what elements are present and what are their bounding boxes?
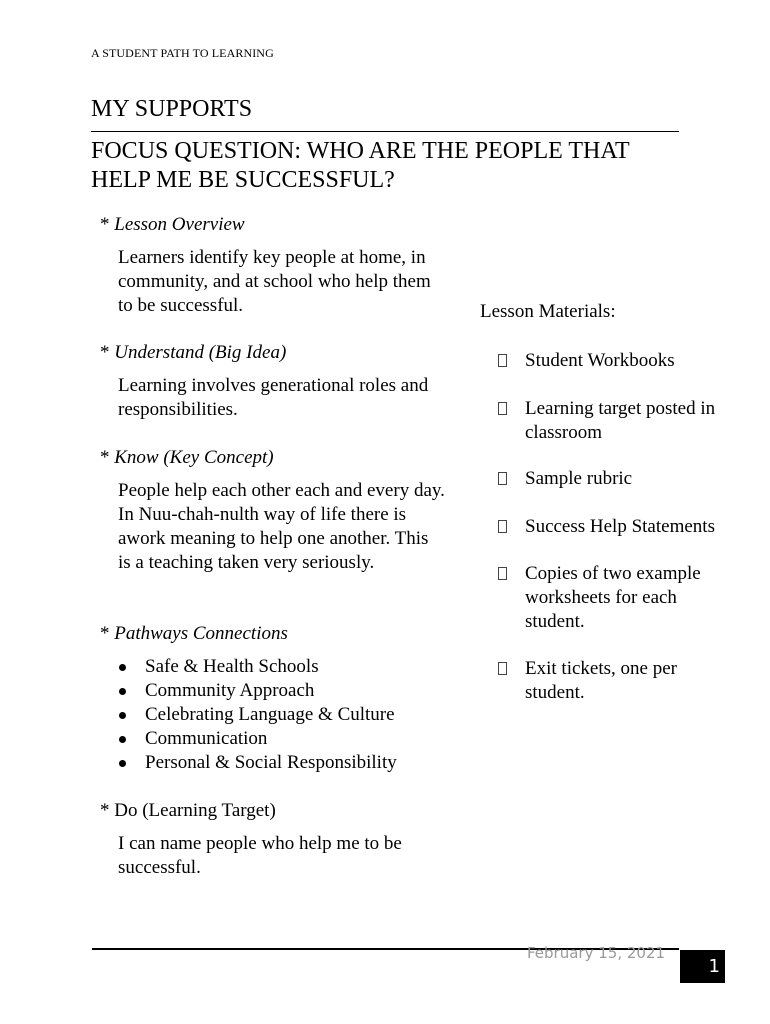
- section-heading-text: Understand (Big Idea): [114, 342, 287, 363]
- materials-item: [498, 397, 743, 445]
- page-number: 1: [708, 956, 720, 977]
- section-heading: [100, 341, 445, 365]
- list-item: Community Approach: [118, 679, 445, 703]
- list-item: Celebrating Language & Culture: [118, 703, 445, 727]
- running-header: A STUDENT PATH TO LEARNING: [91, 46, 274, 60]
- footer-date: February 15, 2021: [527, 944, 666, 962]
- materials-item: [498, 562, 743, 634]
- section-pathways: [100, 622, 445, 775]
- checkbox-icon: [498, 662, 507, 675]
- section-heading-text: Lesson Overview: [114, 214, 245, 235]
- materials-item-label: Exit tickets, one per student.: [525, 658, 677, 703]
- section-heading: [100, 622, 445, 646]
- pathways-list: [118, 655, 445, 775]
- list-item: Communication: [118, 727, 445, 751]
- list-item: Safe & Health Schools: [118, 655, 445, 679]
- materials-item: [498, 349, 743, 373]
- materials-item-label: Success Help Statements: [525, 516, 715, 537]
- materials-item: [498, 657, 743, 705]
- materials-item-label: Sample rubric: [525, 468, 633, 489]
- section-understand: [100, 341, 445, 422]
- page-number-badge: [680, 950, 725, 983]
- checkbox-icon: [498, 567, 507, 580]
- section-marker: *: [100, 447, 115, 468]
- section-lesson-overview: [100, 213, 445, 318]
- materials-item: [498, 467, 743, 491]
- section-body: I can name people who help me to be successful.: [118, 833, 402, 878]
- page-title: MY SUPPORTS: [91, 96, 253, 122]
- checkbox-icon: [498, 520, 507, 533]
- section-body: People help each other each and every day. In Nuu-chah-nulth way of life there is awork meaning to help one another. This is a teaching taken very seriously.: [118, 480, 445, 573]
- list-item: Personal & Social Responsibility: [118, 751, 445, 775]
- section-heading-text: Know (Key Concept): [114, 447, 274, 468]
- section-marker: *: [100, 342, 115, 363]
- checkbox-icon: [498, 472, 507, 485]
- section-do: [100, 799, 445, 880]
- section-body: Learners identify key people at home, in community, and at school who help them to be successful.: [118, 247, 431, 316]
- section-know: [100, 446, 445, 575]
- section-heading: [100, 213, 445, 237]
- section-marker: *: [100, 623, 115, 644]
- checkbox-icon: [498, 354, 507, 367]
- focus-question: FOCUS QUESTION: WHO ARE THE PEOPLE THAT HELP ME BE SUCCESSFUL?: [91, 138, 630, 193]
- materials-item: [498, 515, 743, 539]
- materials-item-label: Learning target posted in classroom: [525, 398, 716, 443]
- materials-item-label: Student Workbooks: [525, 350, 675, 371]
- title-divider: [91, 131, 679, 132]
- checkbox-icon: [498, 402, 507, 415]
- materials-heading: Lesson Materials:: [480, 301, 616, 322]
- materials-item-label: Copies of two example worksheets for each student.: [525, 563, 701, 632]
- section-body: Learning involves generational roles and responsibilities.: [118, 375, 429, 420]
- section-heading-text: Pathways Connections: [114, 623, 288, 644]
- section-marker: *: [100, 214, 115, 235]
- section-heading: [100, 446, 445, 470]
- section-heading: * Do (Learning Target): [100, 800, 276, 821]
